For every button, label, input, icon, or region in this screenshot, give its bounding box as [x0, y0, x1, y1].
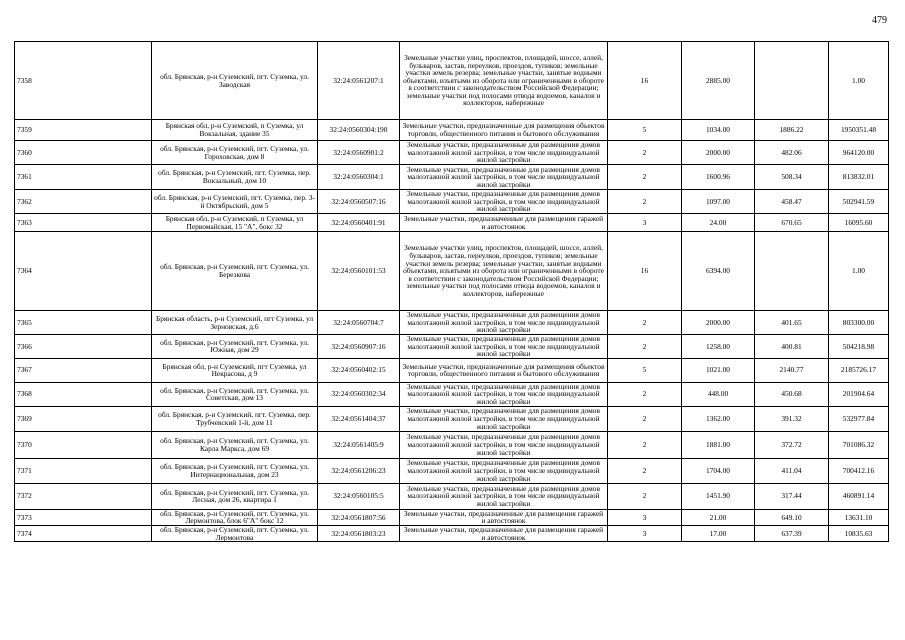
land-use-cell: Земельные участки, предназначенные для размещения домов малоэтажной жилой застройки, в том числе индивидуальной жилой застройки: [400, 382, 608, 406]
cadastral-value-cell: 460891.14: [829, 483, 889, 509]
land-use-cell: Земельные участки, предназначенные для размещения домов малоэтажной жилой застройки, в том числе индивидуальной жилой застройки: [400, 458, 608, 483]
specific-value-cell: 649.10: [755, 509, 829, 525]
use-group-cell: 2: [608, 311, 682, 335]
cadastral-value-cell: 964120.00: [829, 141, 889, 165]
area-cell: 6394.00: [682, 232, 755, 311]
specific-value-cell: 400.81: [755, 335, 829, 359]
cadastral-value-cell: 502941.59: [829, 190, 889, 214]
use-group-cell: 2: [608, 335, 682, 359]
use-group-cell: 2: [608, 141, 682, 165]
area-cell: 17.00: [682, 525, 755, 541]
cadastral-number-cell: 32:24:0560704:7: [318, 311, 400, 335]
use-group-cell: 2: [608, 382, 682, 406]
table-row: [15, 509, 889, 525]
row-number-cell: 7360: [15, 141, 152, 165]
table-body: [15, 42, 889, 542]
address-cell: обл. Брянская, р-н Суземский, пгт. Суземка, ул. Лермонтова, блок 6"А" бокс 12: [152, 509, 318, 525]
table-row: [15, 232, 889, 311]
cadastral-value-cell: 504218.98: [829, 335, 889, 359]
page-number: 479: [872, 15, 887, 26]
use-group-cell: 2: [608, 165, 682, 190]
cadastral-number-cell: 32:24:0560105:5: [318, 483, 400, 509]
specific-value-cell: [755, 42, 829, 120]
cadastral-number-cell: 32:24:0560907:16: [318, 335, 400, 359]
row-number-cell: 7370: [15, 431, 152, 458]
land-use-cell: Земельные участки улиц, проспектов, площадей, шоссе, аллей, бульваров, застав, переулков, проездов, тупиков; земельные участки земель резерва; земельные участки, занятые водными объектами, изъятыми из оборота или ограниченными в обороте в соответствии с законодательством Российской Федерации; земельные участки под полосами отвода водоемов, каналов и коллекторов, набережные: [400, 42, 608, 120]
address-cell: обл. Брянская, р-н Суземский, пгт. Суземка, ул. Березкова: [152, 232, 318, 311]
table-row: [15, 431, 889, 458]
table-row: [15, 165, 889, 190]
land-use-cell: Земельные участки, предназначенные для размещения домов малоэтажной жилой застройки, в том числе индивидуальной жилой застройки: [400, 311, 608, 335]
specific-value-cell: 637.39: [755, 525, 829, 541]
address-cell: обл. Брянская, р-н Суземский, пгт. Суземка, ул. Лесная, дом 26, квартира 1: [152, 483, 318, 509]
specific-value-cell: 2140.77: [755, 358, 829, 382]
address-cell: обл. Брянская, р-н Суземский, пгт. Суземка, ул. Лермонтова: [152, 525, 318, 541]
specific-value-cell: 411.04: [755, 458, 829, 483]
address-cell: обл. Брянская, р-н Суземский, пгт. Суземка, пер. 3-й Октябрьский, дом 5: [152, 190, 318, 214]
cadastral-value-cell: 16095.60: [829, 214, 889, 232]
area-cell: 1600.96: [682, 165, 755, 190]
row-number-cell: 7364: [15, 232, 152, 311]
cadastral-value-cell: 10835.63: [829, 525, 889, 541]
table-row: [15, 382, 889, 406]
area-cell: 1362.00: [682, 406, 755, 431]
cadastral-value-cell: 1.00: [829, 42, 889, 120]
cadastral-number-cell: 32:24:0560402:15: [318, 358, 400, 382]
row-number-cell: 7374: [15, 525, 152, 541]
land-use-cell: Земельные участки, предназначенные для размещения домов малоэтажной жилой застройки, в том числе индивидуальной жилой застройки: [400, 406, 608, 431]
use-group-cell: 2: [608, 431, 682, 458]
land-use-cell: Земельные участки, предназначенные для размещения домов малоэтажной жилой застройки, в том числе индивидуальной жилой застройки: [400, 165, 608, 190]
use-group-cell: 5: [608, 120, 682, 141]
cadastral-number-cell: 32:24:0560507:16: [318, 190, 400, 214]
row-number-cell: 7358: [15, 42, 152, 120]
row-number-cell: 7362: [15, 190, 152, 214]
use-group-cell: 16: [608, 232, 682, 311]
area-cell: 1881.00: [682, 431, 755, 458]
specific-value-cell: [755, 232, 829, 311]
address-cell: обл. Брянская, р-н Суземский, пгт. Суземка, пер. Вокзальный, дом 10: [152, 165, 318, 190]
specific-value-cell: 372.72: [755, 431, 829, 458]
cadastral-value-cell: 813832.01: [829, 165, 889, 190]
cadastral-number-cell: 32:24:0561807:56: [318, 509, 400, 525]
use-group-cell: 3: [608, 525, 682, 541]
area-cell: 21.00: [682, 509, 755, 525]
cadastral-number-cell: 32:24:0561803:23: [318, 525, 400, 541]
area-cell: 1451.90: [682, 483, 755, 509]
cadastral-value-cell: 1.00: [829, 232, 889, 311]
specific-value-cell: 1886.22: [755, 120, 829, 141]
row-number-cell: 7366: [15, 335, 152, 359]
land-use-cell: Земельные участки, предназначенные для размещения гаражей и автостоянок: [400, 214, 608, 232]
cadastral-number-cell: 32:24:0560304:1: [318, 165, 400, 190]
land-use-cell: Земельные участки, предназначенные для размещения домов малоэтажной жилой застройки, в том числе индивидуальной жилой застройки: [400, 335, 608, 359]
table-row: [15, 458, 889, 483]
specific-value-cell: 458.47: [755, 190, 829, 214]
cadastral-number-cell: 32:24:0561206:23: [318, 458, 400, 483]
land-use-cell: Земельные участки, предназначенные для размещения гаражей и автостоянок: [400, 509, 608, 525]
row-number-cell: 7365: [15, 311, 152, 335]
use-group-cell: 2: [608, 483, 682, 509]
address-cell: обл. Брянская, р-н Суземский, пгт. Суземка, ул. Гороховская, дом 8: [152, 141, 318, 165]
land-use-cell: Земельные участки, предназначенные для размещения гаражей и автостоянок: [400, 525, 608, 541]
land-use-cell: Земельные участки, предназначенные для размещения объектов торговли, общественного питания и бытового обслуживания: [400, 358, 608, 382]
cadastral-value-table: [14, 41, 889, 542]
area-cell: 1021.00: [682, 358, 755, 382]
row-number-cell: 7359: [15, 120, 152, 141]
cadastral-number-cell: 32:24:0560101:53: [318, 232, 400, 311]
table-row: [15, 311, 889, 335]
address-cell: обл. Брянская, р-н Суземский, пгт. Суземка, пер. Трубчевский 1-й, дом 11: [152, 406, 318, 431]
area-cell: 1704.00: [682, 458, 755, 483]
area-cell: 24.00: [682, 214, 755, 232]
table-row: [15, 406, 889, 431]
cadastral-value-cell: 13631.10: [829, 509, 889, 525]
row-number-cell: 7367: [15, 358, 152, 382]
cadastral-number-cell: 32:24:0560401:91: [318, 214, 400, 232]
area-cell: 448.00: [682, 382, 755, 406]
row-number-cell: 7363: [15, 214, 152, 232]
use-group-cell: 2: [608, 190, 682, 214]
cadastral-number-cell: 32:24:0560302:34: [318, 382, 400, 406]
use-group-cell: 2: [608, 458, 682, 483]
use-group-cell: 3: [608, 214, 682, 232]
area-cell: 2000.00: [682, 141, 755, 165]
cadastral-value-cell: 701086.32: [829, 431, 889, 458]
address-cell: обл. Брянская, р-н Суземский, пгт. Суземка, ул. Заводская: [152, 42, 318, 120]
address-cell: Брянская область, р-н Суземский, пгт Суземка, ул Зерновская, д.6: [152, 311, 318, 335]
cadastral-value-cell: 532977.84: [829, 406, 889, 431]
row-number-cell: 7368: [15, 382, 152, 406]
use-group-cell: 3: [608, 509, 682, 525]
use-group-cell: 16: [608, 42, 682, 120]
address-cell: обл. Брянская, р-н Суземский, пгт. Суземка, ул. Карла Маркса, дом 69: [152, 431, 318, 458]
cadastral-value-cell: 803300.00: [829, 311, 889, 335]
land-use-cell: Земельные участки, предназначенные для размещения домов малоэтажной жилой застройки, в том числе индивидуальной жилой застройки: [400, 483, 608, 509]
land-use-cell: Земельные участки улиц, проспектов, площадей, шоссе, аллей, бульваров, застав, переулков, проездов, тупиков; земельные участки земель резерва; земельные участки, занятые водными объектами, изъятыми из оборота или ограниченными в обороте в соответствии с законодательством Российской Федерации; земельные участки под полосами отвода водоемов, каналов и коллекторов, набережные: [400, 232, 608, 311]
table-row: [15, 358, 889, 382]
table-row: [15, 214, 889, 232]
address-cell: обл. Брянская, р-н Суземский, пгт. Суземка, ул. Южная, дом 29: [152, 335, 318, 359]
row-number-cell: 7373: [15, 509, 152, 525]
cadastral-value-cell: 700412.16: [829, 458, 889, 483]
area-cell: 1097.00: [682, 190, 755, 214]
row-number-cell: 7369: [15, 406, 152, 431]
land-use-cell: Земельные участки, предназначенные для размещения домов малоэтажной жилой застройки, в том числе индивидуальной жилой застройки: [400, 431, 608, 458]
address-cell: Брянская обл, р-н Суземский, п Суземка, ул Вокзальная, здание 35: [152, 120, 318, 141]
land-use-cell: Земельные участки, предназначенные для размещения объектов торговли, общественного питания и бытового обслуживания: [400, 120, 608, 141]
address-cell: Брянская обл, р-н Суземский, пгт Суземка, ул Некрасова, д 9: [152, 358, 318, 382]
specific-value-cell: 482.06: [755, 141, 829, 165]
table-row: [15, 120, 889, 141]
cadastral-value-cell: 201904.64: [829, 382, 889, 406]
specific-value-cell: 450.68: [755, 382, 829, 406]
address-cell: обл. Брянская, р-н Суземский, пгт. Суземка, ул. Интернациональная, дом 23: [152, 458, 318, 483]
area-cell: 2885.00: [682, 42, 755, 120]
area-cell: 1258.00: [682, 335, 755, 359]
use-group-cell: 5: [608, 358, 682, 382]
cadastral-number-cell: 32:24:0560304:190: [318, 120, 400, 141]
area-cell: 2000.00: [682, 311, 755, 335]
specific-value-cell: 391.32: [755, 406, 829, 431]
use-group-cell: 2: [608, 406, 682, 431]
table-row: [15, 525, 889, 541]
land-use-cell: Земельные участки, предназначенные для размещения домов малоэтажной жилой застройки, в том числе индивидуальной жилой застройки: [400, 190, 608, 214]
specific-value-cell: 317.44: [755, 483, 829, 509]
table-row: [15, 42, 889, 120]
address-cell: обл. Брянская, р-н Суземский, пгт. Суземка, ул. Советская, дом 13: [152, 382, 318, 406]
cadastral-number-cell: 32:24:0560901:2: [318, 141, 400, 165]
land-use-cell: Земельные участки, предназначенные для размещения домов малоэтажной жилой застройки, в том числе индивидуальной жилой застройки: [400, 141, 608, 165]
row-number-cell: 7371: [15, 458, 152, 483]
row-number-cell: 7372: [15, 483, 152, 509]
cadastral-number-cell: 32:24:0561207:1: [318, 42, 400, 120]
specific-value-cell: 401.65: [755, 311, 829, 335]
table-row: [15, 335, 889, 359]
cadastral-number-cell: 32:24:0561404:37: [318, 406, 400, 431]
table-row: [15, 141, 889, 165]
address-cell: Брянская обл, р-н Суземский, п Суземка, ул Первомайская, 15 "А", бокс 32: [152, 214, 318, 232]
cadastral-number-cell: 32:24:0561405:9: [318, 431, 400, 458]
cadastral-value-cell: 2185726.17: [829, 358, 889, 382]
row-number-cell: 7361: [15, 165, 152, 190]
table-row: [15, 190, 889, 214]
specific-value-cell: 670.65: [755, 214, 829, 232]
cadastral-value-cell: 1950351.48: [829, 120, 889, 141]
table-row: [15, 483, 889, 509]
area-cell: 1034.00: [682, 120, 755, 141]
specific-value-cell: 508.34: [755, 165, 829, 190]
